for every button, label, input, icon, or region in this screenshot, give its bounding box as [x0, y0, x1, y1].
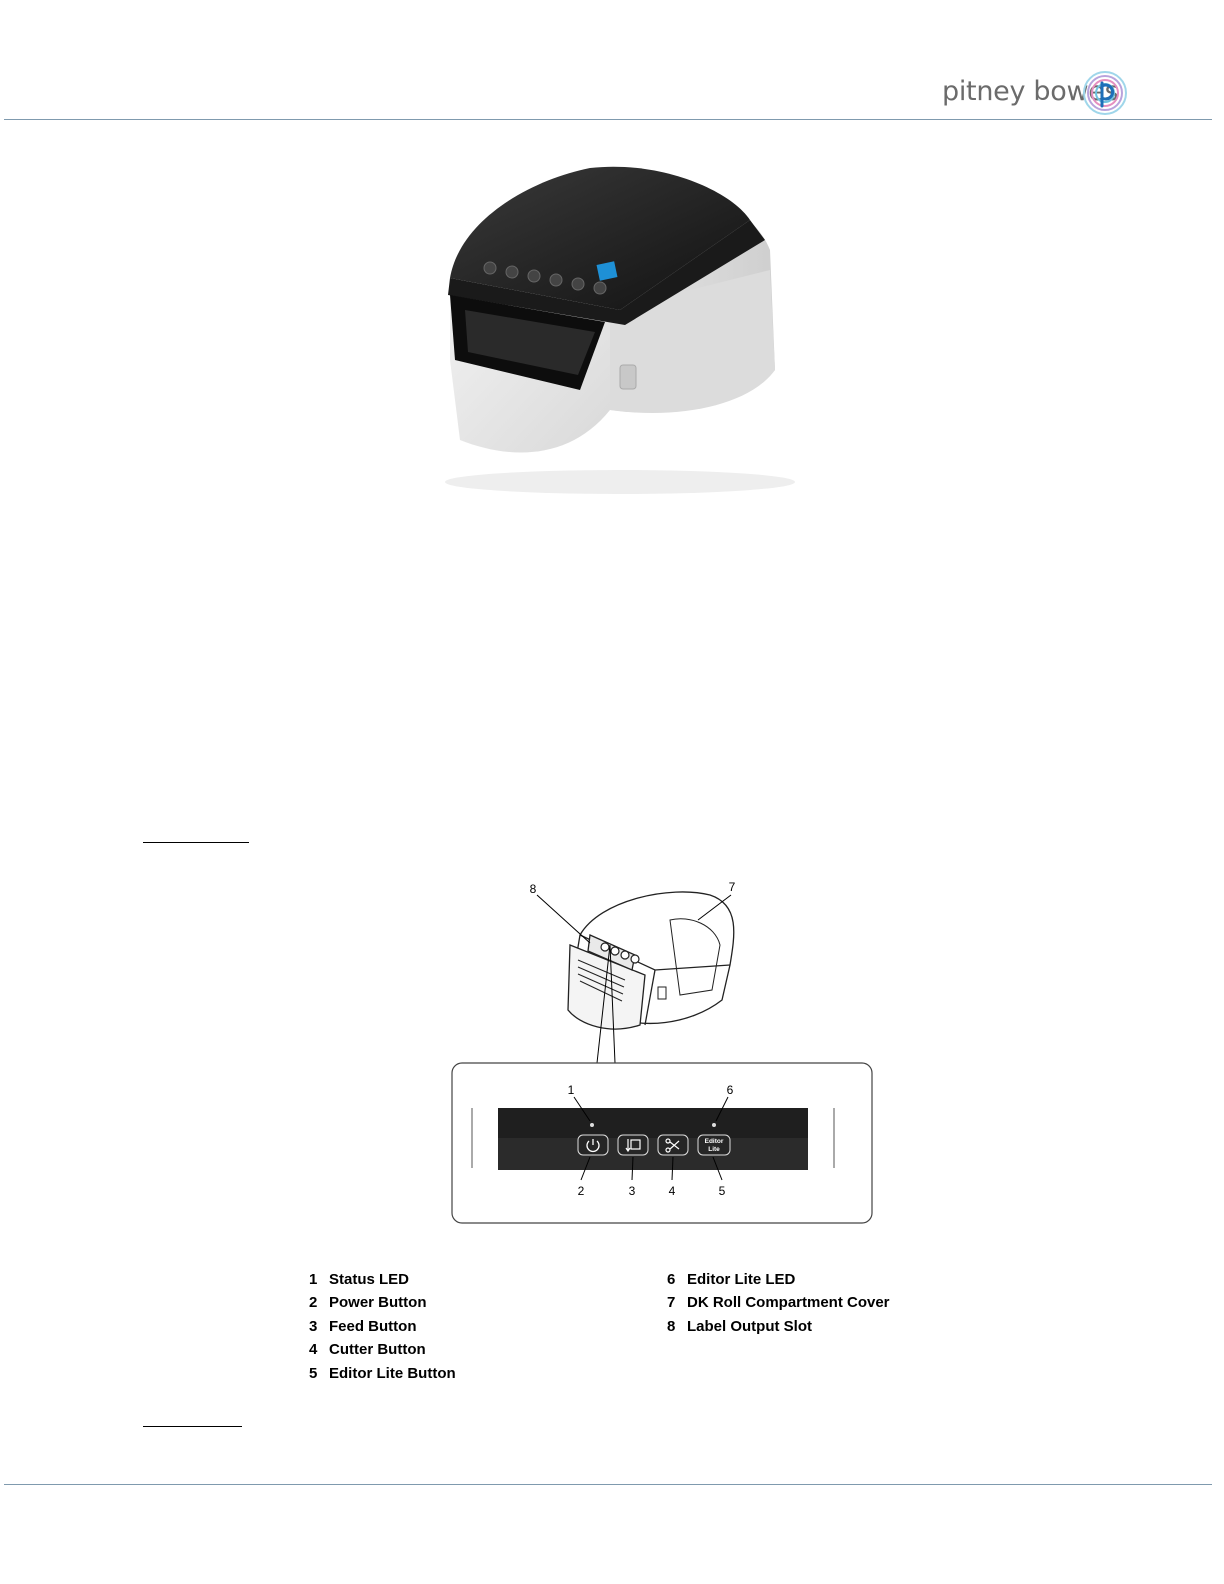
- editor-lite-line2: Lite: [708, 1146, 720, 1153]
- callout-6: 6: [726, 1083, 734, 1097]
- callout-2: 2: [577, 1184, 585, 1198]
- section-underline-1: [143, 842, 249, 843]
- editor-lite-line1: Editor: [704, 1138, 724, 1145]
- footer-rule: [4, 1484, 1212, 1485]
- callout-4: 4: [668, 1184, 676, 1198]
- callout-8: 8: [529, 882, 537, 896]
- printer-photo: [420, 160, 800, 500]
- callout-1: 1: [567, 1083, 575, 1097]
- legend-item: 6 Editor Lite LED: [667, 1271, 796, 1288]
- logo-text: pitney bowes: [942, 76, 1119, 107]
- callout-3: 3: [628, 1184, 636, 1198]
- legend-right: [667, 1268, 890, 1338]
- pitney-bowes-logo: [942, 70, 1132, 116]
- legend-left: [309, 1268, 456, 1385]
- legend-item: 4 Cutter Button: [309, 1341, 426, 1359]
- legend-item: 1 Status LED: [309, 1271, 410, 1288]
- pitney-bowes-logo-icon: [1082, 70, 1128, 116]
- legend-item: 2 Power Button: [309, 1294, 427, 1312]
- legend-item: 7 DK Roll Compartment Cover: [667, 1294, 890, 1312]
- legend-item: 3 Feed Button: [309, 1317, 417, 1335]
- callout-7: 7: [728, 880, 736, 894]
- printer-diagram: [440, 875, 880, 1235]
- section-underline-2: [143, 1426, 242, 1427]
- header-rule: [4, 119, 1212, 120]
- callout-5: 5: [718, 1184, 726, 1198]
- legend-item: 5 Editor Lite Button: [309, 1364, 456, 1382]
- legend-item: 8 Label Output Slot: [667, 1317, 812, 1335]
